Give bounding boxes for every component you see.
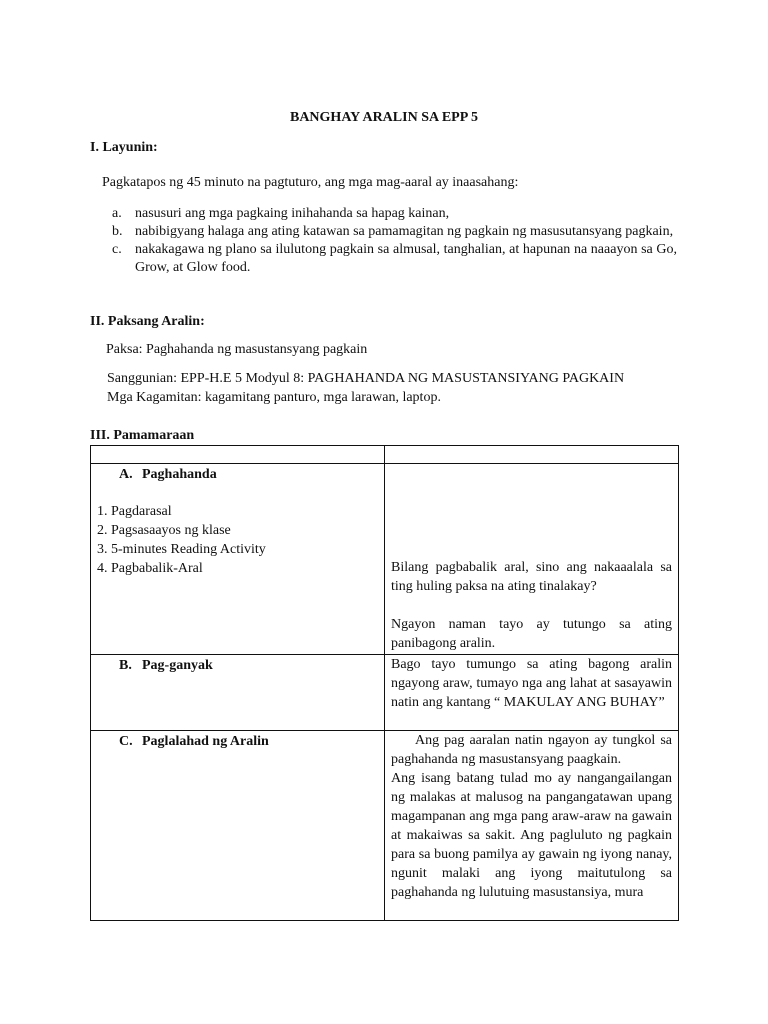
list-item: 1. Pagdarasal	[97, 504, 172, 519]
table-cell	[385, 731, 679, 921]
row-title-text: Pag-ganyak	[142, 658, 213, 673]
table-cell	[91, 464, 385, 655]
row-text: Bilang pagbabalik aral, sino ang nakaaalala sa ting huling paksa na ating tinalakay?	[391, 560, 672, 594]
table-row	[91, 446, 679, 464]
section-heading-pamamaraan: III. Pamamaraan	[90, 428, 195, 443]
row-title	[97, 656, 378, 675]
list-item: 3. 5-minutes Reading Activity	[97, 542, 266, 557]
table-cell	[385, 446, 679, 464]
list-item: 4. Pagbabalik-Aral	[97, 561, 203, 576]
objective-item	[112, 223, 677, 241]
paksa-line: Paksa: Paghahanda ng masustansyang pagkain	[106, 342, 368, 357]
row-text: Ngayon naman tayo ay tutungo sa ating panibagong aralin.	[391, 617, 672, 651]
kagamitan-line: Mga Kagamitan: kagamitang panturo, mga larawan, laptop.	[107, 390, 441, 405]
row-title-text: Paglalahad ng Aralin	[142, 734, 269, 749]
row-text: Ang isang batang tulad mo ay nangangailangan ng malakas at malusog na pangangatawan upang magampanan ang mga pang araw-araw na gawain at makaiwas sa sakit. Ang pagluluto ng pagkain para sa buong pamilya ay gawain ng iyong nanay, ngunit malaki ang iyong maitutulong sa paghahanda ng lulutuing masustansiya, mura	[391, 771, 672, 900]
table-row	[91, 464, 679, 655]
document-title: BANGHAY ARALIN SA EPP 5	[289, 110, 478, 125]
objective-marker: a.	[112, 206, 122, 221]
sanggunian-line: Sanggunian: EPP-H.E 5 Modyul 8: PAGHAHANDA NG MASUSTANSIYANG PAGKAIN	[107, 371, 625, 386]
objective-marker: c.	[112, 242, 122, 257]
section-heading-paksang-aralin: II. Paksang Aralin:	[90, 314, 205, 329]
objective-text: nabibigyang halaga ang ating katawan sa pamamagitan ng pagkain ng masusutansyang pagkain,	[135, 224, 674, 239]
row-letter: C.	[119, 734, 133, 749]
objective-text: nasusuri ang mga pagkaing inihahanda sa hapag kainan,	[135, 206, 450, 221]
objectives-intro: Pagkatapos ng 45 minuto na pagtuturo, ang mga mag-aaral ay inaasahang:	[102, 175, 519, 190]
table-row	[91, 731, 679, 921]
objective-item	[112, 205, 677, 223]
objectives-list	[112, 205, 677, 277]
row-text: Bago tayo tumungo sa ating bagong aralin ngayong araw, tumayo nga ang lahat at sasayawin natin ang kantang “ MAKULAY ANG BUHAY”	[391, 657, 672, 710]
list-item: 2. Pagsasaayos ng klase	[97, 523, 231, 538]
table-cell	[91, 655, 385, 731]
row-title	[97, 732, 378, 751]
steps-list	[97, 502, 378, 578]
row-text: Ang pag aaralan natin ngayon ay tungkol sa paghahanda ng masustansyang paagkain.	[391, 733, 672, 767]
objective-text: nakakagawa ng plano sa ilulutong pagkain sa almusal, tanghalian, at hapunan na naaayon sa Go, Grow, at Glow food.	[135, 242, 677, 275]
row-letter: B.	[119, 658, 132, 673]
objective-marker: b.	[112, 224, 123, 239]
row-letter: A.	[119, 467, 133, 482]
table-row	[91, 655, 679, 731]
section-heading-layunin: I. Layunin:	[90, 140, 158, 155]
table-cell	[91, 446, 385, 464]
row-title-text: Paghahanda	[142, 467, 217, 482]
table-cell	[385, 464, 679, 655]
row-title	[97, 465, 378, 484]
table-cell	[91, 731, 385, 921]
table-cell	[385, 655, 679, 731]
procedure-table	[90, 445, 679, 921]
objective-item	[112, 241, 677, 277]
